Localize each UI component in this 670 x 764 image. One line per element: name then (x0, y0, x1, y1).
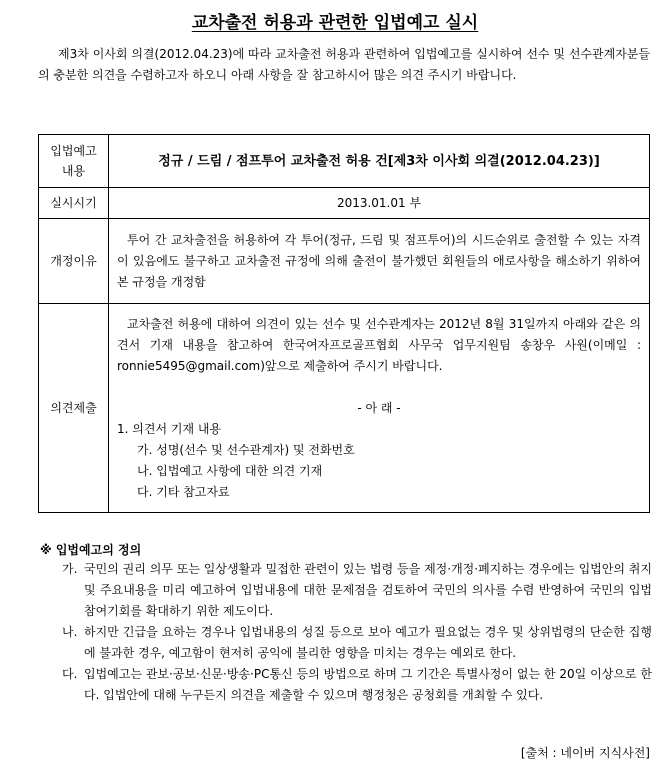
list-text: 국민의 권리 의무 또는 일상생활과 밀접한 관련이 있는 법령 등을 제정·개정·폐지하는 경우에는 입법안의 취지 및 주요내용을 미리 예고하여 입법내용에 대한 문제점을 검토하여 국민의 의사를 수렴 반영하여 국민의 입법참여기회를 확대하기 위한 제도이다. (84, 562, 652, 618)
notice-table (38, 134, 650, 513)
source-note: [출처 : 네이버 지식사전] (520, 746, 650, 760)
opinion-sub-c: 다. 기타 참고자료 (137, 484, 230, 499)
list-marker: 나. (62, 625, 78, 639)
intro-paragraph: 제3차 이사회 의결(2012.04.23)에 따라 교차출전 허용과 관련하여 입법예고를 실시하여 선수 및 선수관계자분들의 충분한 의견을 수렴하고자 하오니 아래 사항을 잘 참고하시어 많은 의견 주시기 바랍니다. (38, 47, 650, 82)
opinion-item-1: 1. 의견서 기재 내용 (117, 421, 222, 436)
label-opinion: 의견제출 (39, 304, 109, 513)
content-value: 정규 / 드림 / 점프투어 교차출전 허용 건[제3차 이사회 의결(2012.04.23)] (109, 135, 650, 188)
table-row (39, 304, 650, 513)
opinion-intro: 교차출전 허용에 대하여 의견이 있는 선수 및 선수관계자는 2012년 8월 31일까지 아래와 같은 의견서 기재 내용을 참고하여 한국여자프로골프협회 사무국 업무지원팀 송창우 사원(이메일 : ronnie5495@gmail.com)앞으로 제출하여 주시기 바랍니다. (117, 316, 641, 373)
table-row (39, 219, 650, 304)
list-item (62, 622, 652, 664)
list-marker: 다. (62, 667, 78, 681)
below-marker: - 아 래 - (357, 400, 401, 415)
page-title: 교차출전 허용과 관련한 입법예고 실시 (191, 13, 479, 33)
table-row (39, 135, 650, 188)
list-item (62, 664, 652, 706)
list-text: 하지만 긴급을 요하는 경우나 입법내용의 성질 등으로 보아 예고가 필요없는 경우 및 상위법령의 단순한 집행에 불과한 경우, 예고함이 현저히 공익에 불리한 영향을 미치는 경우는 예외로 한다. (84, 625, 652, 660)
list-item (62, 559, 652, 622)
date-value: 2013.01.01 부 (109, 188, 650, 219)
opinion-sub-a: 가. 성명(선수 및 선수관계자) 및 전화번호 (137, 442, 355, 457)
definition-list (62, 559, 652, 706)
table-row (39, 188, 650, 219)
reason-value: 투어 간 교차출전을 허용하여 각 투어(정규, 드림 및 점프투어)의 시드순위로 출전할 수 있는 자격이 있음에도 불구하고 교차출전 규정에 의해 출전이 불가했던 회원들의 애로사항을 해소하기 위하여 본 규정을 개정함 (109, 219, 650, 304)
list-marker: 가. (62, 562, 78, 576)
opinion-sub-b: 나. 입법예고 사항에 대한 의견 기재 (137, 463, 323, 478)
label-content: 입법예고 내용 (39, 135, 109, 188)
list-text: 입법예고는 관보·공보·신문·방송·PC통신 등의 방법으로 하며 그 기간은 특별사정이 없는 한 20일 이상으로 한다. 입법안에 대해 누구든지 의견을 제출할 수 있으며 행정청은 공청회를 개최할 수 있다. (84, 667, 652, 702)
opinion-value (109, 304, 650, 513)
label-date: 실시시기 (39, 188, 109, 219)
definition-title: ※ 입법예고의 정의 (40, 543, 142, 557)
label-reason: 개정이유 (39, 219, 109, 304)
